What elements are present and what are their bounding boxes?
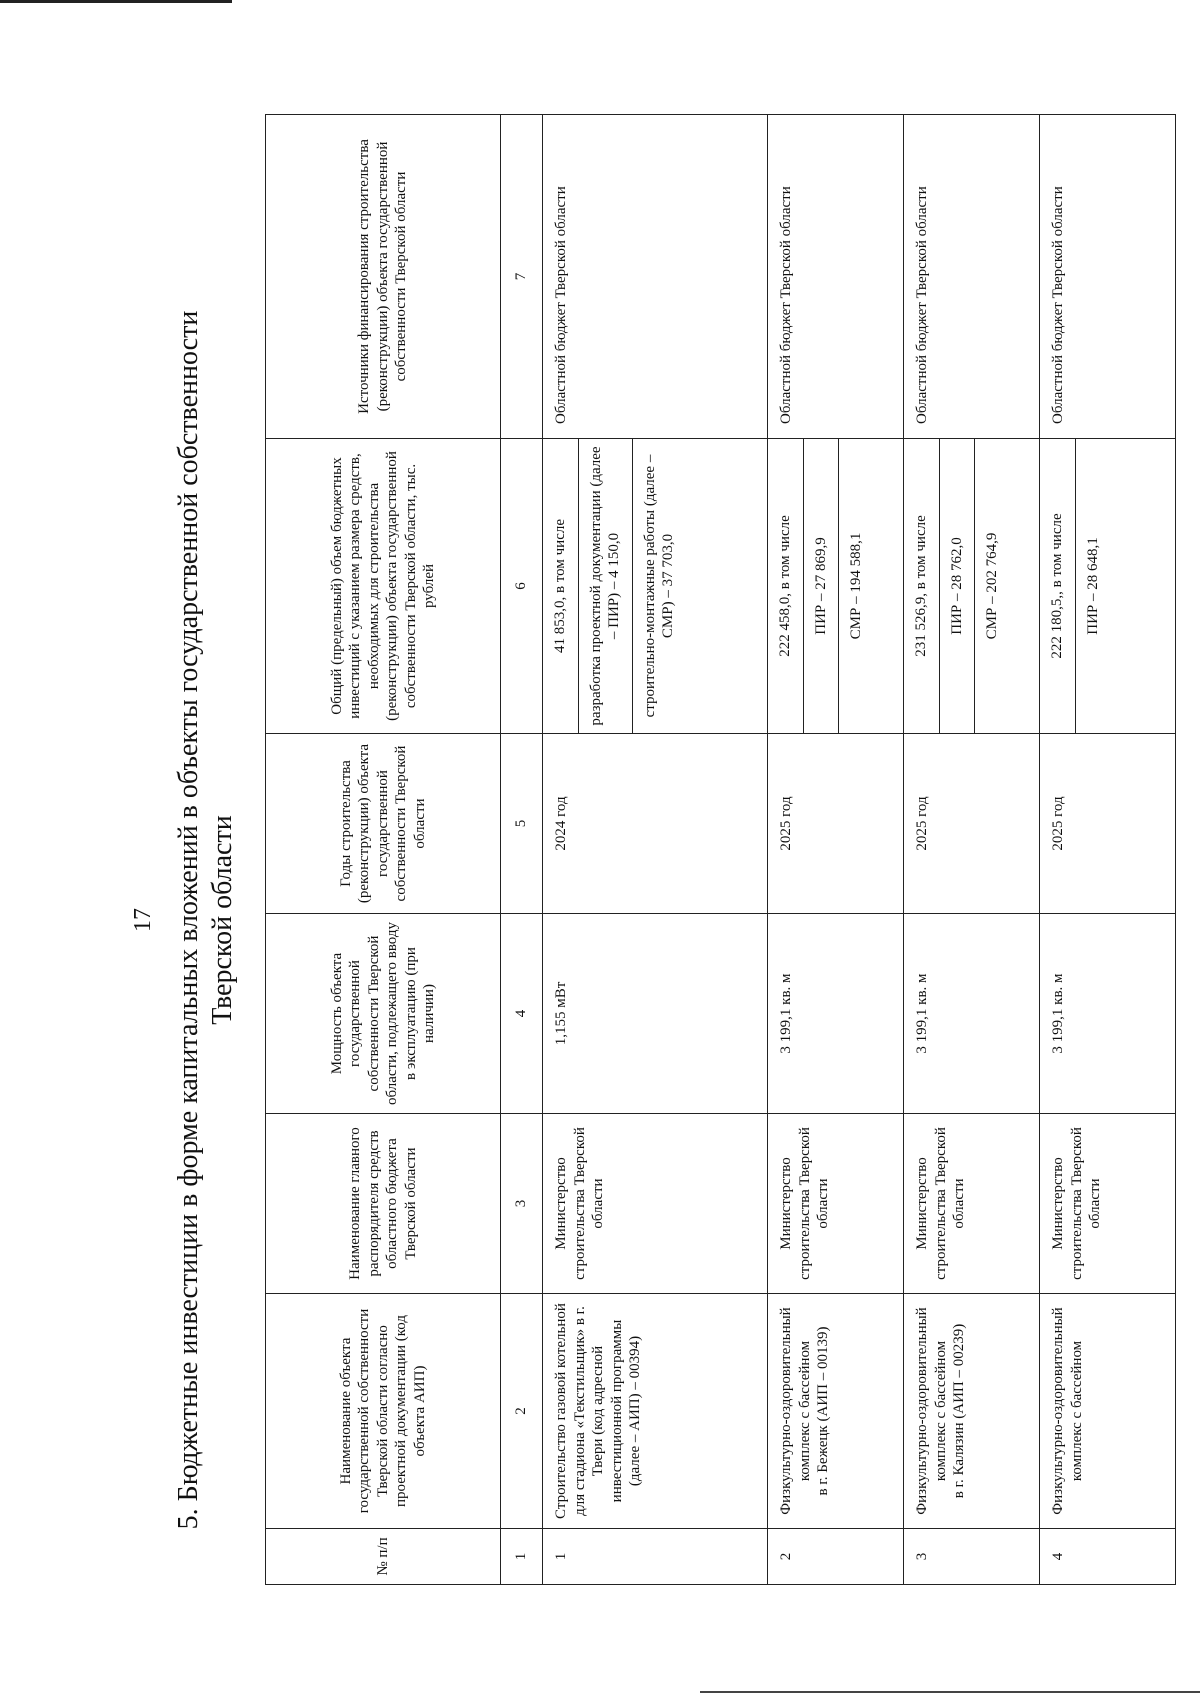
scan-edge-top — [0, 0, 232, 3]
row-object-location: в г. Бежецк (АИП – 00139) — [815, 1326, 831, 1496]
table-row — [1040, 115, 1176, 1585]
row-volume — [1040, 439, 1176, 734]
volume-breakdown — [1040, 439, 1110, 733]
row-years: 2025 год — [768, 734, 904, 914]
row-capacity: 3 199,1 кв. м — [1040, 914, 1176, 1114]
row-object: Строительство газовой котельной для стадиона «Текстильщик» в г. Твери (код адресной инвестиционной программы (далее – АИП) – 00394) — [543, 1294, 768, 1529]
page-number: 17 — [130, 908, 156, 932]
row-source: Областной бюджет Тверской области — [543, 115, 768, 439]
volume-breakdown — [768, 439, 874, 733]
header-object: Наименование объекта государственной собственности Тверской области согласно проектной документации (код объекта АИП) — [266, 1294, 501, 1529]
section-title-line2: Тверской области — [207, 815, 238, 1025]
investments-table — [265, 114, 1176, 1585]
row-years: 2025 год — [904, 734, 1040, 914]
table-row — [904, 115, 1040, 1585]
row-volume — [768, 439, 904, 734]
volume-breakdown — [543, 439, 686, 733]
volume-total: 41 853,0, в том числе — [552, 518, 568, 654]
row-years: 2025 год — [1040, 734, 1176, 914]
volume-pir: ПИР – 27 869,9 — [803, 439, 839, 733]
row-manager: Министерство строительства Тверской области — [768, 1114, 904, 1294]
volume-pir: ПИР – 28 762,0 — [939, 439, 975, 733]
row-object-name: Физкультурно-оздоровительный комплекс с бассейном — [914, 1307, 949, 1515]
column-number: 1 — [501, 1529, 543, 1585]
header-row — [266, 115, 501, 1585]
section-title — [172, 185, 240, 1655]
row-source: Областной бюджет Тверской области — [1040, 115, 1176, 439]
volume-breakdown — [904, 439, 1010, 733]
column-number: 2 — [501, 1294, 543, 1529]
row-manager: Министерство строительства Тверской области — [904, 1114, 1040, 1294]
table-row — [768, 115, 904, 1585]
header-source: Источники финансирования строительства (реконструкции) объекта государственной собственности Тверской области — [266, 115, 501, 439]
column-number: 5 — [501, 734, 543, 914]
row-capacity: 3 199,1 кв. м — [768, 914, 904, 1114]
row-capacity: 3 199,1 кв. м — [904, 914, 1040, 1114]
row-num: 4 — [1040, 1529, 1176, 1585]
column-number: 7 — [501, 115, 543, 439]
header-volume: Общий (предельный) объем бюджетных инвестиций с указанием размера средств, необходимых для строительства (реконструкции) объекта государственной собственности Тверской области, тыс. рублей — [266, 439, 501, 734]
column-number: 6 — [501, 439, 543, 734]
volume-smr: СМР – 194 588,1 — [839, 439, 874, 733]
section-title-line1: 5. Бюджетные инвестиции в форме капитальных вложений в объекты государственной собственности — [173, 310, 204, 1530]
volume-total: 222 458,0, в том числе — [777, 515, 793, 657]
row-object-name: Физкультурно-оздоровительный комплекс с бассейном — [778, 1307, 813, 1515]
rotated-page — [0, 139, 1140, 1695]
header-num: № п/п — [266, 1529, 501, 1585]
row-source: Областной бюджет Тверской области — [768, 115, 904, 439]
row-source: Областной бюджет Тверской области — [904, 115, 1040, 439]
row-manager: Министерство строительства Тверской области — [543, 1114, 768, 1294]
row-object: Физкультурно-оздоровительный комплекс с бассейном — [1040, 1294, 1176, 1529]
volume-smr: строительно-монтажные работы (далее – СМР) – 37 703,0 — [632, 439, 686, 733]
table-row — [543, 115, 768, 1585]
row-capacity: 1,155 мВт — [543, 914, 768, 1114]
header-capacity: Мощность объекта государственной собственности Тверской области, подлежащего вводу в эксплуатацию (при наличии) — [266, 914, 501, 1114]
row-object-location: в г. Калязин (АИП – 00239) — [951, 1323, 967, 1499]
row-volume — [543, 439, 768, 734]
column-number-row — [501, 115, 543, 1585]
row-years: 2024 год — [543, 734, 768, 914]
volume-total: 222 180,5,, в том числе — [1049, 513, 1065, 659]
row-num: 1 — [543, 1529, 768, 1585]
row-object — [768, 1294, 904, 1529]
row-num: 3 — [904, 1529, 1040, 1585]
row-volume — [904, 439, 1040, 734]
volume-smr: СМР – 202 764,9 — [975, 439, 1010, 733]
row-object — [904, 1294, 1040, 1529]
header-manager: Наименование главного распорядителя средств областного бюджета Тверской области — [266, 1114, 501, 1294]
header-years: Годы строительства (реконструкции) объекта государственной собственности Тверской области — [266, 734, 501, 914]
row-manager: Министерство строительства Тверской области — [1040, 1114, 1176, 1294]
volume-pir: ПИР – 28 648,1 — [1075, 439, 1110, 733]
volume-total: 231 526,9, в том числе — [913, 515, 929, 657]
volume-pir: разработка проектной документации (далее – ПИР) – 4 150,0 — [578, 439, 632, 733]
column-number: 4 — [501, 914, 543, 1114]
row-num: 2 — [768, 1529, 904, 1585]
column-number: 3 — [501, 1114, 543, 1294]
